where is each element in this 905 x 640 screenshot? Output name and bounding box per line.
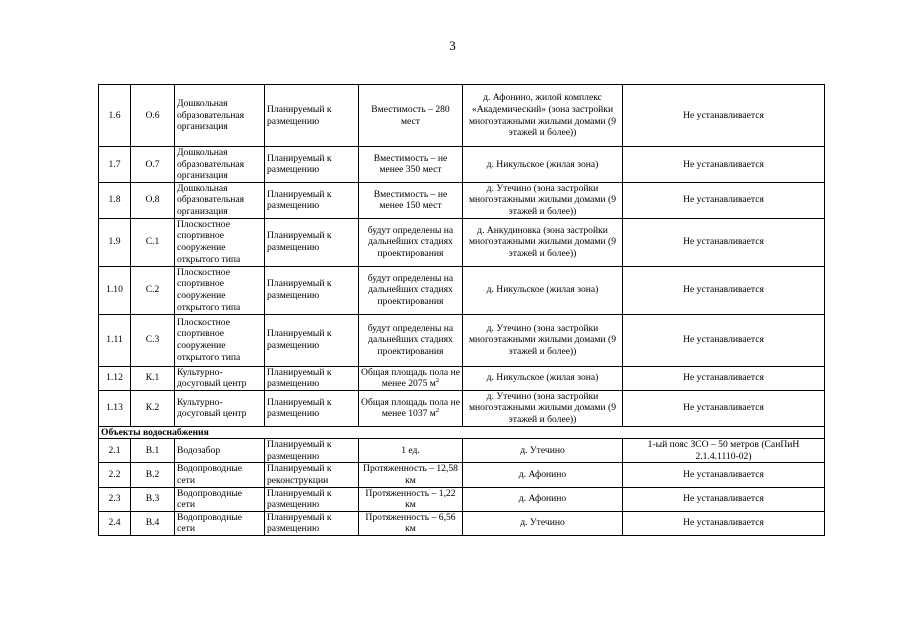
object-name: Плоскостное спортивное сооружение открытого типа	[175, 314, 265, 366]
row-number: 1.9	[99, 218, 131, 266]
object-code: К.1	[131, 366, 175, 390]
object-code: В.4	[131, 511, 175, 535]
page-number: 3	[449, 38, 456, 53]
restriction-zone: Не устанавливается	[623, 182, 825, 218]
object-location: д. Никульское (жилая зона)	[463, 266, 623, 314]
object-name: Плоскостное спортивное сооружение открытого типа	[175, 266, 265, 314]
object-code: К.2	[131, 390, 175, 426]
row-number: 2.3	[99, 487, 131, 511]
object-location: д. Афонино, жилой комплекс «Академический» (зона застройки многоэтажными жилыми домами (9 этажей и более))	[463, 85, 623, 147]
object-capacity	[359, 366, 463, 390]
object-location: д. Утечино (зона застройки многоэтажными жилыми домами (9 этажей и более))	[463, 390, 623, 426]
table-row	[99, 147, 825, 183]
objects-table	[98, 84, 825, 536]
object-capacity: Вместимость – 280 мест	[359, 85, 463, 147]
table-row	[99, 182, 825, 218]
object-status: Планируемый к размещению	[265, 390, 359, 426]
row-number: 1.10	[99, 266, 131, 314]
row-number: 1.8	[99, 182, 131, 218]
object-location: д. Утечино (зона застройки многоэтажными жилыми домами (9 этажей и более))	[463, 182, 623, 218]
table-row	[99, 390, 825, 426]
row-number: 2.2	[99, 463, 131, 487]
restriction-zone: Не устанавливается	[623, 314, 825, 366]
row-number: 1.13	[99, 390, 131, 426]
object-capacity: будут определены на дальнейших стадиях проектирования	[359, 314, 463, 366]
object-code: С.3	[131, 314, 175, 366]
table-row	[99, 85, 825, 147]
object-capacity	[359, 390, 463, 426]
table-row	[99, 314, 825, 366]
object-name: Водопроводные сети	[175, 511, 265, 535]
object-status: Планируемый к размещению	[265, 366, 359, 390]
object-capacity: Вместимость – не менее 350 мест	[359, 147, 463, 183]
capacity-text: Общая площадь пола не менее 2075 м	[361, 366, 460, 390]
object-name: Водопроводные сети	[175, 463, 265, 487]
object-location: д. Анкудиновка (зона застройки многоэтажными жилыми домами (9 этажей и более))	[463, 218, 623, 266]
object-location: д. Афонино	[463, 487, 623, 511]
row-number: 1.11	[99, 314, 131, 366]
object-code: С.2	[131, 266, 175, 314]
restriction-zone: Не устанавливается	[623, 266, 825, 314]
table-row	[99, 511, 825, 535]
object-code: В.2	[131, 463, 175, 487]
object-status: Планируемый к размещению	[265, 511, 359, 535]
object-code: О.6	[131, 85, 175, 147]
object-capacity: Протяженность – 12,58 км	[359, 463, 463, 487]
object-location: д. Утечино (зона застройки многоэтажными жилыми домами (9 этажей и более))	[463, 314, 623, 366]
table-row	[99, 366, 825, 390]
object-capacity: Протяженность – 1,22 км	[359, 487, 463, 511]
object-capacity: 1 ед.	[359, 439, 463, 463]
restriction-zone: Не устанавливается	[623, 463, 825, 487]
object-name: Плоскостное спортивное сооружение открытого типа	[175, 218, 265, 266]
section-title: Объекты водоснабжения	[99, 426, 825, 439]
object-capacity: Вместимость – не менее 150 мест	[359, 182, 463, 218]
table-row	[99, 487, 825, 511]
table-row	[99, 266, 825, 314]
restriction-zone: Не устанавливается	[623, 487, 825, 511]
object-code: В.3	[131, 487, 175, 511]
table-row	[99, 463, 825, 487]
restriction-zone: Не устанавливается	[623, 366, 825, 390]
restriction-zone: Не устанавливается	[623, 511, 825, 535]
restriction-zone: 1-ый пояс ЗСО – 50 метров (СанПиН 2.1.4.1110-02)	[623, 439, 825, 463]
restriction-zone: Не устанавливается	[623, 147, 825, 183]
object-name: Культурно-досуговый центр	[175, 390, 265, 426]
object-location: д. Никульское (жилая зона)	[463, 147, 623, 183]
object-status: Планируемый к размещению	[265, 182, 359, 218]
unit-superscript: 2	[435, 376, 440, 384]
restriction-zone: Не устанавливается	[623, 390, 825, 426]
object-status: Планируемый к размещению	[265, 147, 359, 183]
object-status: Планируемый к реконструкции	[265, 463, 359, 487]
object-location: д. Афонино	[463, 463, 623, 487]
object-status: Планируемый к размещению	[265, 218, 359, 266]
object-status: Планируемый к размещению	[265, 487, 359, 511]
object-code: С.1	[131, 218, 175, 266]
object-code: О.7	[131, 147, 175, 183]
unit-superscript: 2	[435, 406, 440, 414]
object-status: Планируемый к размещению	[265, 266, 359, 314]
table-row	[99, 218, 825, 266]
table-row	[99, 439, 825, 463]
object-location: д. Никульское (жилая зона)	[463, 366, 623, 390]
object-location: д. Утечино	[463, 511, 623, 535]
object-capacity: будут определены на дальнейших стадиях проектирования	[359, 266, 463, 314]
row-number: 1.12	[99, 366, 131, 390]
object-name: Дошкольная образовательная организация	[175, 147, 265, 183]
object-name: Культурно-досуговый центр	[175, 366, 265, 390]
row-number: 2.4	[99, 511, 131, 535]
object-location: д. Утечино	[463, 439, 623, 463]
capacity-text: Общая площадь пола не менее 1037 м	[361, 396, 460, 420]
restriction-zone: Не устанавливается	[623, 218, 825, 266]
object-status: Планируемый к размещению	[265, 85, 359, 147]
object-capacity: Протяженность – 6,56 км	[359, 511, 463, 535]
restriction-zone: Не устанавливается	[623, 85, 825, 147]
row-number: 1.7	[99, 147, 131, 183]
object-name: Водозабор	[175, 439, 265, 463]
object-status: Планируемый к размещению	[265, 314, 359, 366]
row-number: 1.6	[99, 85, 131, 147]
object-name: Дошкольная образовательная организация	[175, 182, 265, 218]
object-code: В.1	[131, 439, 175, 463]
object-name: Дошкольная образовательная организация	[175, 85, 265, 147]
object-name: Водопроводные сети	[175, 487, 265, 511]
object-capacity: будут определены на дальнейших стадиях проектирования	[359, 218, 463, 266]
object-status: Планируемый к размещению	[265, 439, 359, 463]
row-number: 2.1	[99, 439, 131, 463]
object-code: О.8	[131, 182, 175, 218]
section-header-row	[99, 426, 825, 439]
